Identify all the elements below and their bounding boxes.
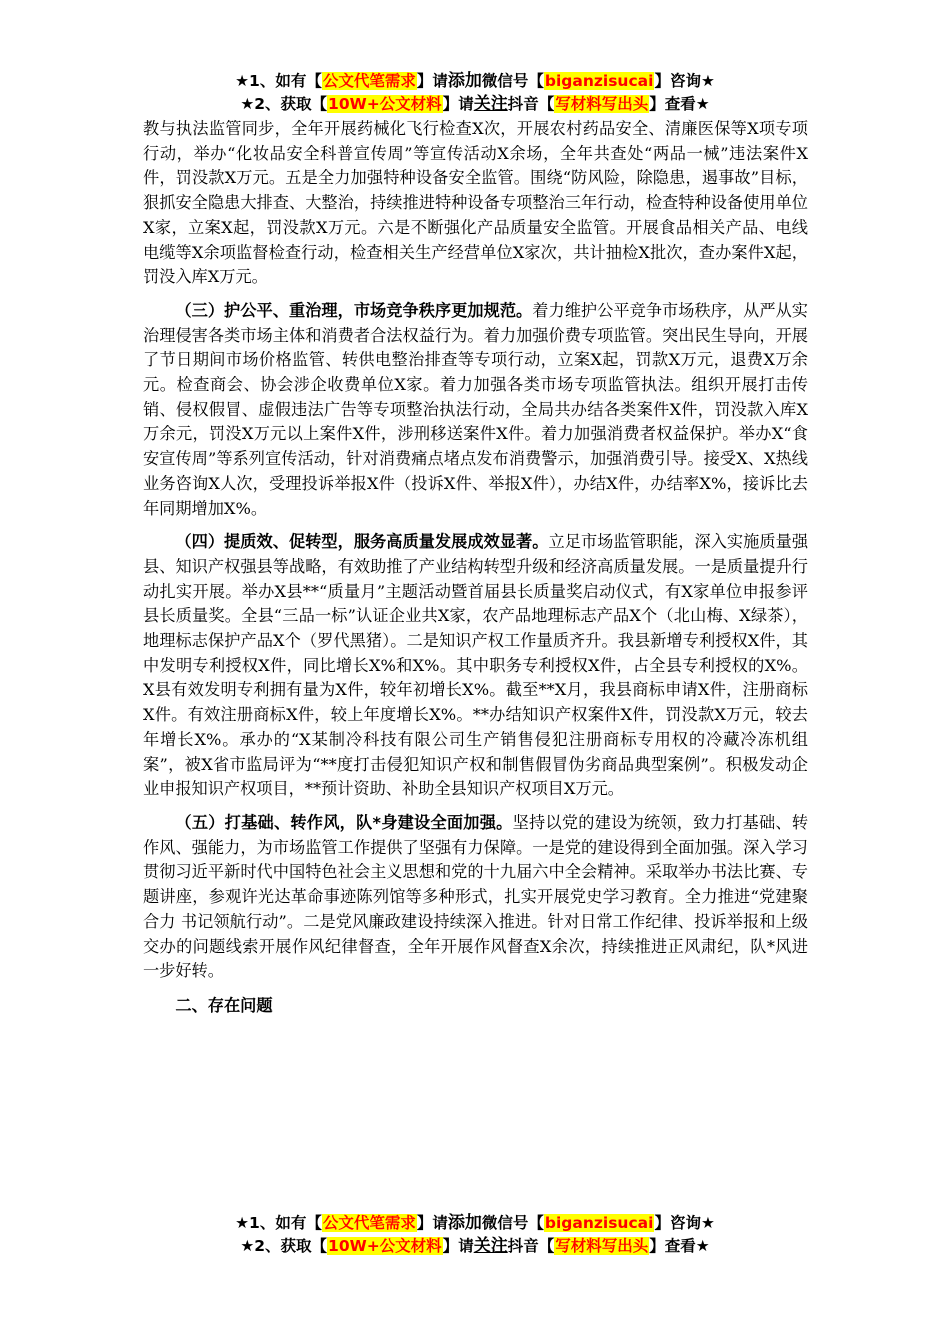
promo-emphasis: 关注 — [473, 1236, 508, 1256]
promo-text: 】请 — [442, 1237, 474, 1255]
section-3-paragraph — [143, 299, 808, 521]
chapter-heading-issues: 二、存在问题 — [175, 995, 273, 1015]
promo-line-1 — [0, 70, 950, 93]
promo-text: 】请 — [442, 95, 474, 113]
promo-line-2 — [0, 93, 950, 116]
promo-text: 】咨询★ — [654, 1214, 715, 1232]
promo-banner-bottom — [0, 1212, 950, 1258]
promo-highlight: 公文代笔需求 — [322, 72, 416, 90]
paragraph-continued: 教与执法监管同步，全年开展药械化飞行检查X次，开展农村药品安全、清廉医保等X项专项行动，举办“化妆品安全科普宣传周”等宣传活动X余场，全年共查处“两品一械”违法案件X件，罚没款X万元。五是全力加强特种设备安全监管。围绕“防风险，除隐患，遏事故”目标，狠抓安全隐患大排查、大整治，持续推进特种设备专项整治三年行动，检查特种设备使用单位X家，立案X起，罚没款X万元。六是不断强化产品质量安全监管。开展食品相关产品、电线电缆等X余项监督检查行动，检查相关生产经营单位X家次，共计抽检X批次，查办案件X起，罚没入库X万元。 — [143, 119, 808, 287]
promo-emphasis: 添加 — [447, 71, 482, 91]
promo-douyin-id: 写材料写出头 — [555, 1237, 649, 1255]
promo-text: 】查看★ — [649, 1237, 710, 1255]
section-4-heading: （四）提质效、促转型，服务高质量发展成效显著。 — [175, 532, 549, 552]
promo-highlight: 10W+公文材料 — [328, 95, 442, 113]
promo-text: ★2、获取【 — [240, 1237, 328, 1255]
promo-text: ★2、获取【 — [240, 95, 328, 113]
section-4-text: 立足市场监管职能，深入实施质量强县、知识产权强县等战略，有效助推了产业结构转型升级和经济高质量发展。一是质量提升行动扎实开展。举办X县**“质量月”主题活动暨首届县长质量奖启动仪式，有X家单位申报参评县长质量奖。全县“三品一标”认证企业共X家，农产品地理标志产品X个（北山梅、X绿茶），地理标志保护产品X个（罗代黑猪）。二是知识产权工作量质齐升。我县新增专利授权X件，其中发明专利授权X件，同比增长X%和X%。其中职务专利授权X件，占全县专利授权的X%。X县有效发明专利拥有量为X件，较年初增长X%。截至**X月，我县商标申请X件，注册商标X件。有效注册商标X件，较上年度增长X%。**办结知识产权案件X件，罚没款X万元，较去年增长X%。承办的“X某制冷科技有限公司生产销售侵犯注册商标专用权的冷藏冷冻机组案”，被X省市监局评为“**度打击侵犯知识产权和制售假冒伪劣商品典型案例”。积极发动企业申报知识产权项目，**预计资助、补助全县知识产权项目X万元。 — [143, 532, 809, 799]
promo-text: 】咨询★ — [654, 72, 715, 90]
promo-text: 抖音【 — [507, 1237, 555, 1255]
section-5-paragraph — [143, 811, 808, 984]
promo-wechat-id: biganzisucai — [544, 72, 654, 90]
promo-text: 微信号【 — [481, 72, 544, 90]
document-body — [143, 117, 808, 1019]
promo-banner-top — [0, 70, 950, 116]
promo-text: 微信号【 — [481, 1214, 544, 1232]
promo-line-1 — [0, 1212, 950, 1235]
section-4-paragraph — [143, 530, 808, 802]
section-3-text: 着力维护公平竞争市场秩序，从严从实治理侵害各类市场主体和消费者合法权益行为。着力加强价费专项监管。突出民生导向，开展了节日期间市场价格监管、转供电整治排查等专项行动，立案X起，罚款X万元，退费X万余元。检查商会、协会涉企收费单位X家。着力加强各类市场专项监管执法。组织开展打击传销、侵权假冒、虚假违法广告等专项整治执法行动，全局共办结各类案件X件，罚没款入库X万余元，罚没X万元以上案件X件，涉刑移送案件X件。着力加强消费者权益保护。举办X“食安宣传周”等系列宣传活动，针对消费痛点堵点发布消费警示，加强消费引导。接受X、X热线业务咨询X人次，受理投诉举报X件（投诉X件、举报X件），办结X件，办结率X%，接诉比去年同期增加X%。 — [143, 300, 808, 518]
promo-emphasis: 关注 — [473, 94, 508, 114]
promo-text: ★1、如有【 — [235, 1214, 322, 1232]
section-3-heading: （三）护公平、重治理，市场竞争秩序更加规范。 — [175, 300, 533, 320]
promo-text: ★1、如有【 — [235, 72, 322, 90]
promo-text: 抖音【 — [507, 95, 555, 113]
section-5-text: 坚持以党的建设为统领，致力打基础、转作风、强能力，为市场监管工作提供了坚强有力保障。一是党的建设得到全面加强。深入学习贯彻习近平新时代中国特色社会主义思想和党的十九届六中全会精神。采取举办书法比赛、专题讲座，参观许光达革命事迹陈列馆等多种形式，扎实开展党史学习教育。全力推进“党建聚合力 书记领航行动”。二是党风廉政建设持续深入推进。针对日常工作纪律、投诉举报和上级交办的问题线索开展作风纪律督查，全年开展作风督查X余次，持续推进正风肃纪，队*风进一步好转。 — [143, 812, 809, 981]
promo-douyin-id: 写材料写出头 — [555, 95, 649, 113]
promo-text: 】请 — [416, 1214, 448, 1232]
promo-wechat-id: biganzisucai — [544, 1214, 654, 1232]
promo-highlight: 公文代笔需求 — [322, 1214, 416, 1232]
promo-text: 】请 — [416, 72, 448, 90]
promo-line-2 — [0, 1235, 950, 1258]
promo-emphasis: 添加 — [447, 1213, 482, 1233]
promo-text: 】查看★ — [649, 95, 710, 113]
promo-highlight: 10W+公文材料 — [328, 1237, 442, 1255]
section-5-heading: （五）打基础、转作风，队*身建设全面加强。 — [175, 812, 513, 832]
